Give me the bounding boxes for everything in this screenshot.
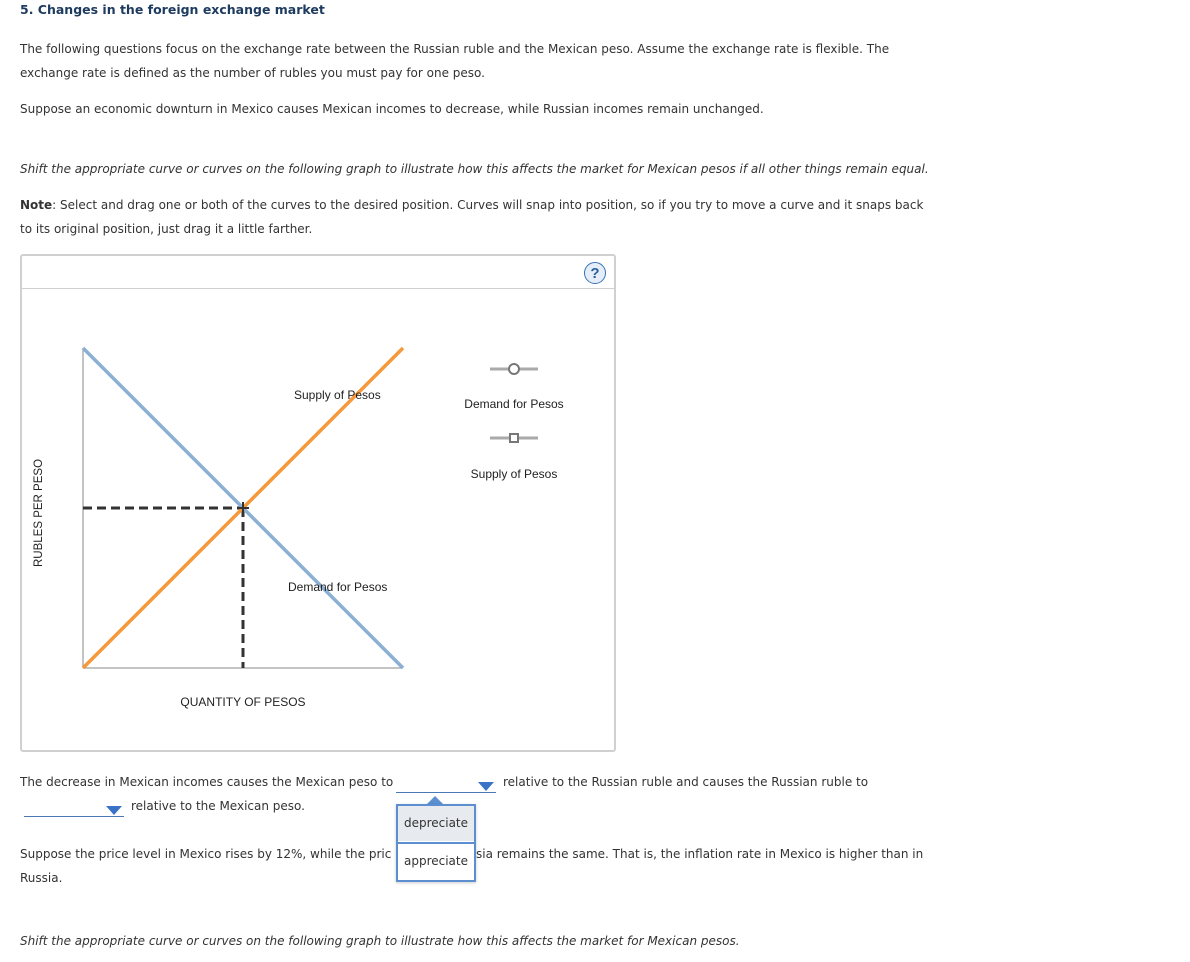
palette-demand-label: Demand for Pesos — [464, 397, 564, 411]
x-axis-label: QUANTITY OF PESOS — [180, 695, 306, 709]
square-marker-icon[interactable] — [510, 434, 518, 442]
question-title: 5. Changes in the foreign exchange market — [20, 2, 325, 17]
intro-line-1: The following questions focus on the exchange rate between the Russian ruble and the Mexican peso. Assume the exchange rate is flexible. The — [20, 42, 890, 56]
help-icon[interactable]: ? — [584, 262, 606, 284]
instruction-2: Shift the appropriate curve or curves on the following graph to illustrate how this affects the market for Mexican pesos. — [20, 934, 740, 948]
demand-curve-label: Demand for Pesos — [288, 580, 388, 594]
chevron-down-icon[interactable] — [106, 806, 122, 815]
graph-panel — [20, 254, 616, 752]
circle-marker-icon[interactable] — [509, 364, 519, 374]
question-1-line-1 — [20, 775, 393, 789]
palette-supply-label: Supply of Pesos — [470, 467, 558, 481]
intro-paragraph — [20, 37, 920, 85]
option-appreciate[interactable]: appreciate — [403, 854, 468, 868]
question-1-text-2: relative to the Russian ruble and causes the Russian ruble to — [503, 775, 869, 789]
graph-canvas — [22, 256, 614, 750]
palette-supply-tool[interactable] — [490, 434, 538, 442]
scenario-2-start: Suppose the price level in Mexico rises by 12%, while the pric — [20, 847, 392, 861]
supply-curve-label: Supply of Pesos — [294, 388, 381, 402]
scenario-2-end: sia remains the same. That is, the inflation rate in Mexico is higher than in — [476, 847, 924, 861]
question-1-text-1: The decrease in Mexican incomes causes the Mexican peso to — [20, 775, 394, 789]
note-line-2: to its original position, just drag it a little farther. — [20, 222, 313, 236]
chevron-down-icon[interactable] — [478, 782, 494, 791]
question-1-text-3: relative to the Mexican peso. — [131, 799, 305, 813]
y-axis-label: RUBLES PER PESO — [33, 458, 45, 568]
scenario-2-line-2: Russia. — [20, 871, 63, 885]
instruction-1: Shift the appropriate curve or curves on the following graph to illustrate how this affects the market for Mexican pesos if all other things remain equal. — [20, 162, 929, 176]
option-depreciate[interactable]: depreciate — [398, 806, 474, 841]
note-line-1: : Select and drag one or both of the curves to the desired position. Curves will snap into position, so if you try to move a curve and it snaps back — [52, 198, 924, 212]
note-label: Note — [20, 198, 53, 212]
note-paragraph — [20, 193, 1020, 241]
dropdown-pointer — [427, 796, 443, 804]
intro-line-2: exchange rate is defined as the number of rubles you must pay for one peso. — [20, 66, 485, 80]
scenario-1: Suppose an economic downturn in Mexico causes Mexican incomes to decrease, while Russian incomes remain unchanged. — [20, 102, 764, 116]
dropdown-menu — [396, 804, 476, 882]
palette-demand-tool[interactable] — [490, 364, 538, 374]
